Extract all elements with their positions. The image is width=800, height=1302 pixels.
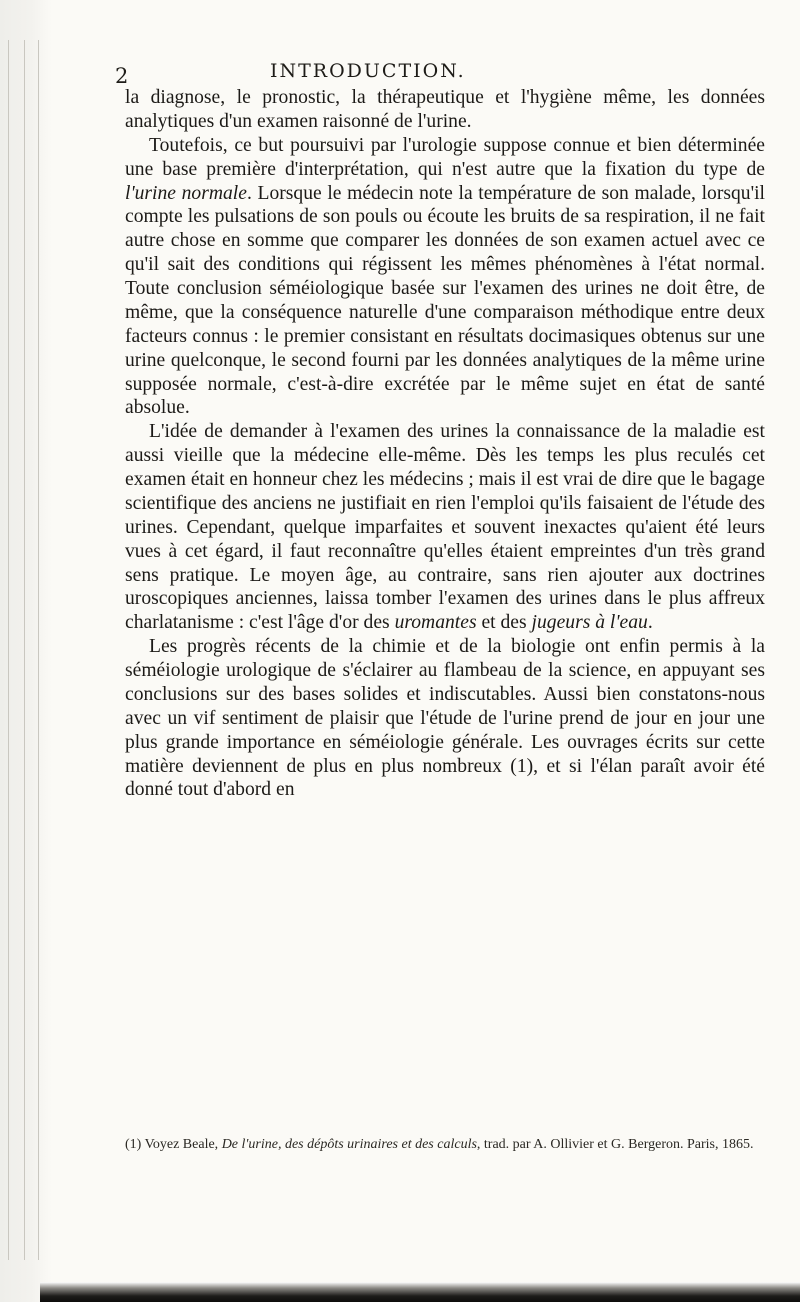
footnote-text: , trad. par A. Ollivier et G. Bergeron. Paris, 1865. <box>476 1137 754 1152</box>
paragraph-text: . <box>647 612 653 634</box>
paragraph-text: . Lorsque le médecin note la température de son malade, lorsqu'il compte les pulsations de son pouls ou écoute les bruits de sa respiration, il ne fait autre chose en somme que comparer les données de son examen actuel avec ce qu'il sait des conditions qui régissent les mêmes phénomènes à l'état normal. Toute conclusion séméiologique basée sur l'examen des urines ne doit être, de même, que la conséquence naturelle d'une comparaison méthodique entre deux facteurs connus : le premier consistant en résultats docimasiques obtenus sur une urine quelconque, le second fourni par les données analytiques de la même urine supposée normale, c'est-à-dire excrétée par le même sujet en état de santé absolue. <box>125 182 765 419</box>
page-bottom-edge <box>40 1282 800 1302</box>
page-number: 2 <box>115 64 129 88</box>
paragraph-text: Toutefois, ce but poursuivi par l'urologie suppose connue et bien déterminée une base première d'interprétation, qui n'est autre que la fixation du type de <box>125 134 765 180</box>
paragraph-text: et des <box>476 612 532 634</box>
gutter-rule <box>8 40 9 1260</box>
paragraph <box>125 86 765 134</box>
gutter-rule <box>38 40 39 1260</box>
gutter-rule <box>24 40 25 1260</box>
footnote-title: De l'urine, des dépôts urinaires et des calculs <box>221 1137 477 1152</box>
footnote-text: Voyez Beale, <box>141 1137 222 1152</box>
paragraph <box>125 420 765 635</box>
body-text <box>125 86 765 802</box>
footnote <box>125 1135 770 1154</box>
paragraph <box>125 635 765 802</box>
paragraph-text: la diagnose, le pronostic, la thérapeutique et l'hygiène même, les données analytiques d'un examen raisonné de l'urine. <box>125 87 765 132</box>
paragraph-text: L'idée de demander à l'examen des urines la connaissance de la maladie est aussi vieille que la médecine elle-même. Dès les temps les plus reculés cet examen était en honneur chez les médecins ; mais il est vrai de dire que le bagage scientifique des anciens ne justifiait en rien l'emploi qu'ils faisaient de l'étude des urines. Cependant, quelque imparfaites et souvent inexactes qu'aient été leurs vues à cet égard, il faut reconnaître qu'elles étaient empreintes d'un très grand sens pratique. Le moyen âge, au contraire, sans rien ajouter aux doctrines uroscopiques anciennes, laissa tomber l'examen des urines dans le plus affreux charlatanisme : c'est l'âge d'or des <box>125 421 765 634</box>
binding-gutter <box>0 0 52 1302</box>
emphasis-text: uromantes <box>394 612 477 634</box>
running-title: INTRODUCTION. <box>270 60 466 82</box>
paragraph-text: Les progrès récents de la chimie et de la biologie ont enfin permis à la séméiologie urologique de s'éclairer au flambeau de la science, en appuyant ses conclusions sur des bases solides et indiscutables. Aussi bien constatons-nous avec un vif sentiment de plaisir que l'étude de l'urine prend de jour en jour une plus grande importance en séméiologie générale. Les ouvrages écrits sur cette matière deviennent de plus en plus nombreux (1), et si l'élan paraît avoir été donné tout d'abord en <box>125 636 765 801</box>
emphasis-text: jugeurs à l'eau <box>531 612 648 634</box>
footnote-mark: (1) <box>125 1137 142 1152</box>
paragraph <box>125 134 765 421</box>
emphasis-text: l'urine normale <box>125 182 247 204</box>
